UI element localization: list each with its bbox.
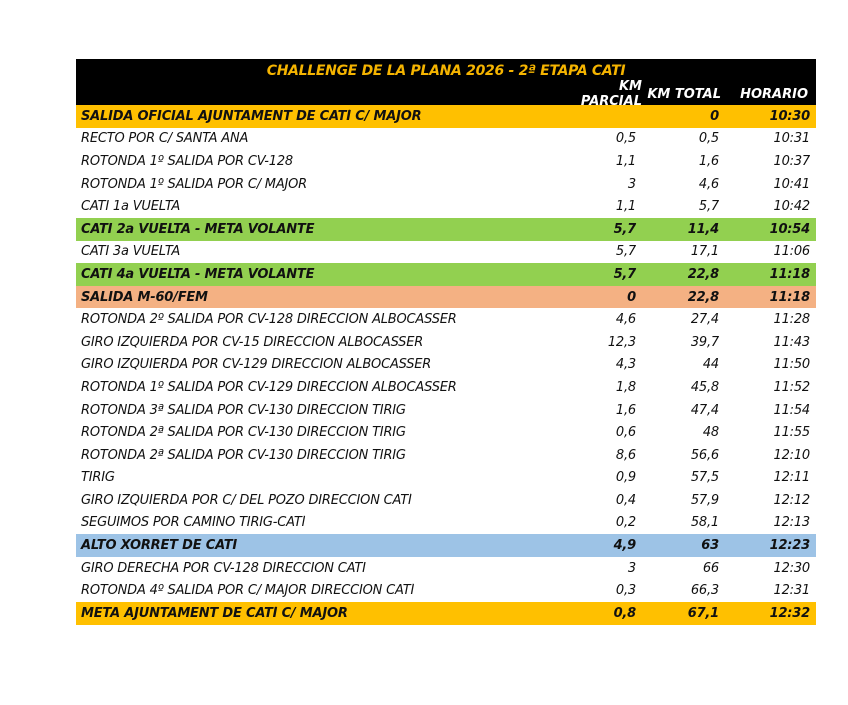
description-cell: SALIDA M-60/FEM bbox=[81, 289, 208, 305]
table-row bbox=[76, 263, 816, 286]
km-total-cell: 22,8 bbox=[687, 266, 719, 282]
horario-cell: 12:23 bbox=[769, 538, 810, 554]
km-parcial-cell: 0 bbox=[627, 289, 636, 305]
km-parcial-header: KM PARCIAL bbox=[580, 79, 642, 109]
km-parcial-cell: 4,3 bbox=[615, 357, 636, 373]
horario-cell: 11:28 bbox=[773, 312, 810, 328]
table-row bbox=[76, 150, 816, 173]
table-row bbox=[76, 354, 816, 377]
table-row bbox=[76, 218, 816, 241]
horario-cell: 11:18 bbox=[769, 289, 810, 305]
km-parcial-cell: 0,2 bbox=[615, 515, 636, 531]
description-cell: META AJUNTAMENT DE CATÍ C/ MAJOR bbox=[81, 605, 348, 621]
km-total-cell: 39,7 bbox=[690, 334, 719, 350]
km-total-cell: 58,1 bbox=[690, 515, 719, 531]
description-cell: GIRO IZQUIERDA POR C/ DEL POZO DIRECCIÓN CATÍ bbox=[81, 492, 412, 508]
horario-cell: 11:18 bbox=[769, 266, 810, 282]
km-parcial-cell: 1,1 bbox=[615, 199, 636, 215]
km-total-cell: 22,8 bbox=[687, 289, 719, 305]
km-parcial-cell: 8,6 bbox=[615, 447, 636, 463]
horario-cell: 12:31 bbox=[773, 583, 810, 599]
table-row bbox=[76, 489, 816, 512]
description-cell: CATI 4a VUELTA - META VOLANTE bbox=[81, 266, 315, 282]
horario-cell: 11:43 bbox=[773, 334, 810, 350]
table-row bbox=[76, 105, 816, 128]
horario-header: HORARIO bbox=[740, 86, 808, 102]
km-parcial-cell: 0,8 bbox=[613, 605, 636, 621]
horario-cell: 12:13 bbox=[773, 515, 810, 531]
km-parcial-cell: 0,6 bbox=[615, 425, 636, 441]
horario-cell: 10:42 bbox=[773, 199, 810, 215]
table-row bbox=[76, 128, 816, 151]
description-cell: ROTONDA 1º SALIDA POR C/ MAJOR bbox=[81, 176, 308, 192]
km-parcial-cell: 12,3 bbox=[607, 334, 636, 350]
description-cell: CATI 1a VUELTA bbox=[81, 199, 181, 215]
km-total-header: KM TOTAL bbox=[647, 86, 721, 102]
km-total-cell: 57,9 bbox=[690, 492, 719, 508]
description-cell: ROTONDA 2ª SALIDA POR CV-130 DIRECCIÓN TIRIG bbox=[81, 425, 406, 441]
description-cell: GIRO IZQUIERDA POR CV-15 DIRECCIÓN ALBOCASSER bbox=[81, 334, 424, 350]
description-cell: SALIDA OFICIAL AJUNTAMENT DE CATÍ C/ MAJOR bbox=[81, 108, 422, 124]
horario-cell: 12:10 bbox=[773, 447, 810, 463]
km-total-cell: 0 bbox=[710, 108, 719, 124]
km-parcial-cell: 1,8 bbox=[615, 379, 636, 395]
description-cell: ROTONDA 4º SALIDA POR C/ MAJOR DIRECCIÓN CATÍ bbox=[81, 583, 415, 599]
stage-table bbox=[76, 59, 816, 625]
horario-cell: 11:50 bbox=[773, 357, 810, 373]
horario-cell: 10:41 bbox=[773, 176, 810, 192]
km-total-cell: 45,8 bbox=[690, 379, 719, 395]
km-total-cell: 0,5 bbox=[698, 131, 719, 147]
horario-cell: 11:06 bbox=[773, 244, 810, 260]
km-parcial-cell: 4,9 bbox=[613, 538, 636, 554]
table-row bbox=[76, 602, 816, 625]
km-total-cell: 27,4 bbox=[690, 312, 719, 328]
km-total-cell: 67,1 bbox=[687, 605, 719, 621]
km-parcial-cell: 5,7 bbox=[613, 221, 636, 237]
km-total-cell: 48 bbox=[702, 425, 719, 441]
horario-cell: 12:30 bbox=[773, 560, 810, 576]
km-total-cell: 56,6 bbox=[690, 447, 719, 463]
description-cell: GIRO DERECHA POR CV-128 DIRECCIÓN CATI bbox=[81, 560, 366, 576]
table-row bbox=[76, 308, 816, 331]
km-parcial-cell: 3 bbox=[627, 560, 636, 576]
table-row bbox=[76, 399, 816, 422]
km-parcial-cell: 1,1 bbox=[615, 153, 636, 169]
description-cell: ROTONDA 1º SALIDA POR CV-128 bbox=[81, 153, 293, 169]
km-parcial-cell: 1,6 bbox=[615, 402, 636, 418]
horario-cell: 12:11 bbox=[773, 470, 810, 486]
horario-cell: 10:54 bbox=[769, 221, 810, 237]
description-cell: ROTONDA 3ª SALIDA POR CV-130 DIRECCIÓN TIRIG bbox=[81, 402, 406, 418]
horario-cell: 10:31 bbox=[773, 131, 810, 147]
km-parcial-cell: 0,3 bbox=[615, 583, 636, 599]
table-row bbox=[76, 331, 816, 354]
km-parcial-cell: 5,7 bbox=[615, 244, 636, 260]
description-cell: ALTO XORRET DE CATI bbox=[81, 538, 238, 554]
horario-cell: 11:55 bbox=[773, 425, 810, 441]
table-row bbox=[76, 467, 816, 490]
horario-cell: 11:54 bbox=[773, 402, 810, 418]
table-row bbox=[76, 421, 816, 444]
table-row bbox=[76, 173, 816, 196]
description-cell: GIRO IZQUIERDA POR CV-129 DIRECCIÓN ALBOCASSER bbox=[81, 357, 432, 373]
km-parcial-cell: 0,9 bbox=[615, 470, 636, 486]
km-total-cell: 44 bbox=[702, 357, 719, 373]
description-cell: CATI 3a VUELTA bbox=[81, 244, 181, 260]
horario-cell: 10:37 bbox=[773, 153, 810, 169]
description-cell: ROTONDA 2ª SALIDA POR CV-130 DIRECCIÓN TIRIG bbox=[81, 447, 406, 463]
km-total-cell: 66 bbox=[702, 560, 719, 576]
table-body bbox=[76, 105, 816, 625]
description-cell: SEGUIMOS POR CAMINO TIRIG-CATÍ bbox=[81, 515, 306, 531]
km-parcial-cell: 3 bbox=[627, 176, 636, 192]
table-row bbox=[76, 579, 816, 602]
km-total-cell: 5,7 bbox=[698, 199, 719, 215]
km-parcial-cell: 5,7 bbox=[613, 266, 636, 282]
km-parcial-cell: 0,5 bbox=[615, 131, 636, 147]
km-total-cell: 57,5 bbox=[690, 470, 719, 486]
description-cell: ROTONDA 1º SALIDA POR CV-129 DIRECCIÓN ALBOCASSER bbox=[81, 379, 457, 395]
horario-cell: 10:30 bbox=[769, 108, 810, 124]
km-parcial-cell: 0,4 bbox=[615, 492, 636, 508]
table-row bbox=[76, 241, 816, 264]
km-total-cell: 63 bbox=[701, 538, 719, 554]
km-total-cell: 11,4 bbox=[687, 221, 719, 237]
table-row bbox=[76, 512, 816, 535]
description-cell: ROTONDA 2º SALIDA POR CV-128 DIRECCIÓN ALBOCASSER bbox=[81, 312, 457, 328]
km-total-cell: 17,1 bbox=[690, 244, 719, 260]
table-row bbox=[76, 195, 816, 218]
description-cell: TIRIG bbox=[81, 470, 115, 486]
table-row bbox=[76, 286, 816, 309]
column-header-row bbox=[76, 79, 816, 109]
km-parcial-cell: 4,6 bbox=[615, 312, 636, 328]
horario-cell: 12:32 bbox=[769, 605, 810, 621]
description-cell: RECTO POR C/ SANTA ANA bbox=[81, 131, 249, 147]
km-total-cell: 1,6 bbox=[698, 153, 719, 169]
km-total-cell: 47,4 bbox=[690, 402, 719, 418]
table-row bbox=[76, 376, 816, 399]
table-row bbox=[76, 444, 816, 467]
table-title: CHALLENGE DE LA PLANA 2026 - 2ª ETAPA CATI bbox=[76, 59, 816, 83]
km-total-cell: 4,6 bbox=[698, 176, 719, 192]
horario-cell: 12:12 bbox=[773, 492, 810, 508]
table-row bbox=[76, 557, 816, 580]
km-total-cell: 66,3 bbox=[690, 583, 719, 599]
description-cell: CATI 2a VUELTA - META VOLANTE bbox=[81, 221, 315, 237]
horario-cell: 11:52 bbox=[773, 379, 810, 395]
table-row bbox=[76, 534, 816, 557]
